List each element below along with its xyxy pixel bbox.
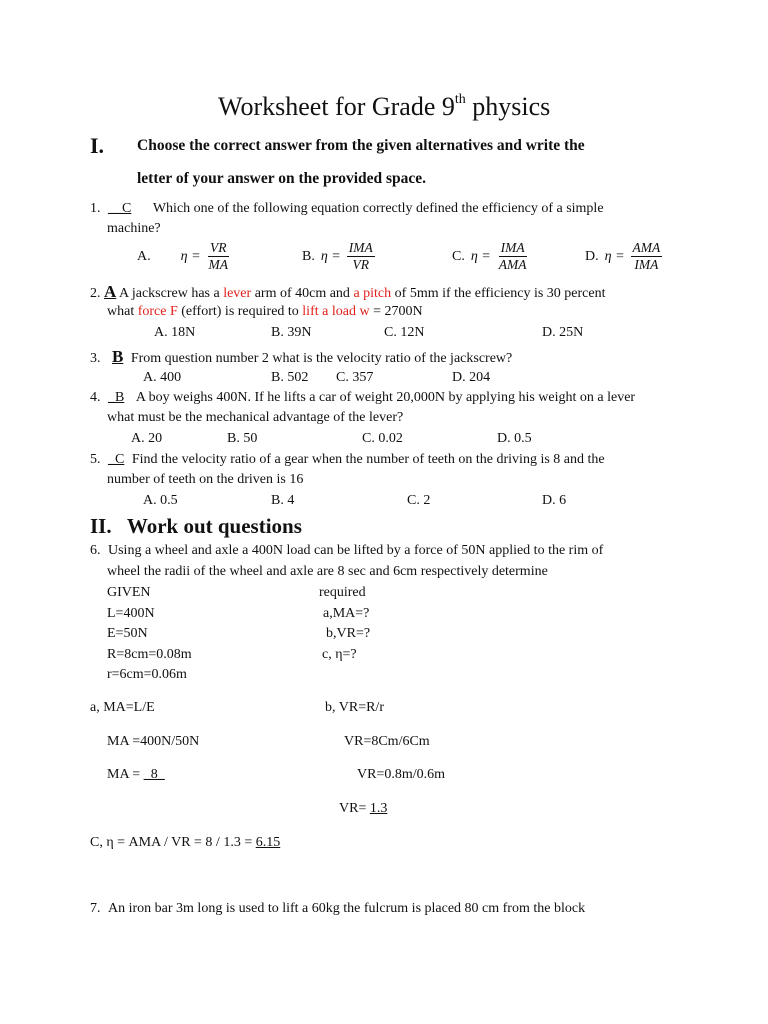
title-text: Worksheet for Grade 9 [218,92,455,121]
q1-option-d [585,240,662,273]
question-6-cont: wheel the radii of the wheel and axle are 8 sec and 6cm respectively determine [107,564,548,579]
q3-option-d: D. 204 [452,370,491,385]
solution-a-step: MA =400N/50N [107,734,200,749]
question-number: 7. [90,901,101,916]
question-text: of 5mm if the efficiency is 30 percent [391,286,606,301]
highlight-pitch: a pitch [353,286,392,301]
question-text: Find the velocity ratio of a gear when the number of teeth on the driving is 8 and the [131,452,605,467]
denominator: VR [352,257,369,272]
question-text: what [107,304,138,319]
question-text: From question number 2 what is the velocity ratio of the jackscrew? [130,351,513,366]
q1-option-c [452,240,529,273]
question-text: = 2700N [369,304,423,319]
answer-space: _C [108,452,125,467]
section-2-title: Work out questions [126,514,302,538]
solution-b-formula: b, VR=R/r [325,700,384,715]
q4-option-c: C. 0.02 [362,431,403,446]
answer-prefix: MA = [107,767,144,782]
numerator: IMA [500,240,525,255]
answer-value: 1.3 [369,801,388,816]
question-2-cont [107,304,423,320]
required-item: a,MA=? [323,606,370,621]
question-number: 3. [90,351,101,366]
section-1-instruction-line1: Choose the correct answer from the given alternatives and write the [137,137,585,154]
q2-option-c: C. 12N [384,325,425,340]
answer-value: _8_ [143,767,165,782]
question-1 [90,201,604,217]
question-4-cont: what must be the mechanical advantage of the lever? [107,410,404,425]
q3-option-a: A. 400 [143,370,182,385]
question-text: An iron bar 3m long is used to lift a 60kg the fulcrum is placed 80 cm from the block [108,901,586,916]
q5-option-b: B. 4 [271,493,295,508]
question-text: arm of 40cm and [251,286,354,301]
denominator: IMA [634,257,659,272]
q2-option-d: D. 25N [542,325,584,340]
question-3 [90,347,512,367]
section-1-number: I. [90,133,105,158]
given-item: R=8cm=0.08m [107,647,192,662]
answer-space: A [104,282,117,301]
denominator: AMA [498,257,527,272]
answer-value: 6.15 [255,835,281,850]
highlight-lever: lever [223,286,252,301]
question-text: (effort) is required to [177,304,303,319]
q3-option-b: B. 502 [271,370,309,385]
given-item: L=400N [107,606,155,621]
given-item: E=50N [107,626,148,641]
solution-c [90,835,280,851]
fraction [631,240,663,273]
solution-b-step: VR=0.8m/0.6m [357,767,446,782]
question-2 [90,282,606,302]
question-5-cont: number of teeth on the driven is 16 [107,472,304,487]
section-2-number: II. [90,514,112,538]
question-text: Which one of the following equation correctly defined the efficiency of a simple [152,201,604,216]
option-label: C. [452,248,465,264]
numerator: AMA [632,240,661,255]
question-number: 4. [90,390,101,405]
answer-prefix: VR= [339,801,370,816]
section-2-heading [90,514,302,539]
question-number: 5. [90,452,101,467]
q3-option-c: C. 357 [336,370,374,385]
question-number: 6. [90,543,101,558]
title-subject: physics [465,92,551,121]
solution-a-formula: a, MA=L/E [90,700,155,715]
question-number: 2. [90,286,101,301]
q4-option-b: B. 50 [227,431,258,446]
fraction [347,240,375,273]
eta-symbol: η = [180,248,201,264]
answer-space: _B [108,390,125,405]
option-label: A. [137,248,151,264]
given-item: r=6cm=0.06m [107,667,187,682]
denominator: MA [208,257,229,272]
answer-prefix: C, η = AMA / VR = 8 / 1.3 = [90,835,256,850]
q1-option-a [137,240,230,273]
required-item: b,VR=? [326,626,371,641]
fraction [497,240,529,273]
option-label: D. [585,248,599,264]
q2-option-b: B. 39N [271,325,312,340]
q1-option-b [302,240,375,273]
answer-space: B [112,347,124,366]
eta-symbol: η = [470,248,491,264]
question-number: 1. [90,201,101,216]
question-1-cont: machine? [107,221,161,236]
q5-option-a: A. 0.5 [143,493,178,508]
required-label: required [319,585,366,600]
q5-option-c: C. 2 [407,493,431,508]
question-text: A boy weighs 400N. If he lifts a car of weight 20,000N by applying his weight on a lever [135,390,636,405]
section-1-instruction-line2: letter of your answer on the provided space. [137,170,427,187]
given-label: GIVEN [107,585,151,600]
fraction [207,240,231,273]
question-text: Using a wheel and axle a 400N load can be lifted by a force of 50N applied to the rim of [108,543,604,558]
title-superscript: th [454,92,466,108]
required-item: c, η=? [322,647,357,662]
question-text: A jackscrew has a [119,286,224,301]
numerator: IMA [348,240,373,255]
eta-symbol: η = [604,248,625,264]
solution-b-step: VR=8Cm/6Cm [344,734,430,749]
worksheet-title [218,92,550,122]
solution-a-answer [107,767,165,783]
q4-option-a: A. 20 [131,431,163,446]
question-7 [90,901,585,917]
question-5 [90,452,605,468]
highlight-load: lift a load w [302,304,370,319]
solution-b-answer [339,801,387,817]
highlight-force: force F [137,304,178,319]
question-6 [90,543,603,559]
question-4 [90,390,635,406]
numerator: VR [210,240,227,255]
q4-option-d: D. 0.5 [497,431,532,446]
answer-space: __C [108,201,132,216]
q5-option-d: D. 6 [542,493,567,508]
q2-option-a: A. 18N [154,325,196,340]
option-label: B. [302,248,315,264]
eta-symbol: η = [320,248,341,264]
